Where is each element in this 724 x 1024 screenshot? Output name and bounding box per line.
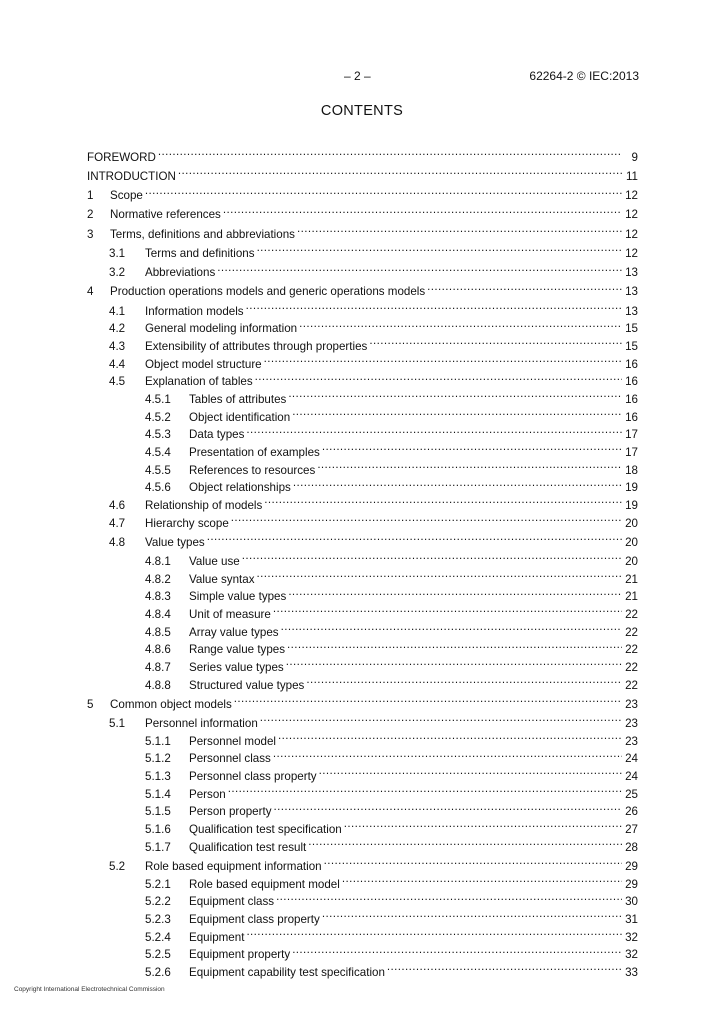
dot-leader bbox=[178, 162, 622, 180]
toc-entry-title: Normative references bbox=[110, 208, 221, 222]
dot-leader bbox=[308, 833, 622, 851]
toc-entry-number: 4.8.4 bbox=[145, 608, 171, 621]
toc-entry-title: Qualification test result bbox=[189, 840, 307, 854]
toc-entry-page: 24 bbox=[625, 752, 638, 766]
dot-leader bbox=[274, 798, 623, 816]
toc-entry-number: 4.8 bbox=[109, 535, 126, 549]
dot-leader bbox=[322, 905, 622, 923]
dot-leader bbox=[342, 870, 622, 888]
dot-leader bbox=[292, 941, 622, 959]
toc-entry-title: Tables of attributes bbox=[189, 392, 287, 406]
toc-entry-title: FOREWORD bbox=[87, 150, 156, 164]
dot-leader bbox=[387, 958, 622, 976]
toc-entry-title: Value syntax bbox=[189, 572, 255, 586]
toc-entry-title: Information models bbox=[145, 304, 244, 318]
toc-entry-page: 22 bbox=[625, 678, 638, 692]
toc-entry-page: 22 bbox=[625, 625, 638, 639]
toc-entry-number: 5.2 bbox=[109, 859, 126, 873]
toc-entry-number: 5.1.2 bbox=[145, 752, 171, 766]
toc-entry-title: Terms and definitions bbox=[145, 246, 255, 260]
toc-entry-number: 5.2.4 bbox=[145, 930, 171, 944]
toc-entry-page: 16 bbox=[625, 357, 638, 371]
dot-leader bbox=[344, 815, 622, 833]
toc-entry-page: 22 bbox=[625, 643, 638, 657]
toc-entry-page: 15 bbox=[625, 322, 638, 336]
toc-entry-title: Terms, definitions and abbreviations bbox=[110, 227, 295, 241]
dot-leader bbox=[319, 762, 622, 780]
table-of-contents bbox=[87, 143, 638, 979]
toc-entry-title: Equipment capability test specification bbox=[189, 965, 385, 979]
toc-entry-number: 4.8.2 bbox=[145, 572, 171, 586]
dot-leader bbox=[306, 671, 622, 689]
toc-entry-page: 30 bbox=[625, 895, 638, 909]
toc-entry-page: 29 bbox=[625, 859, 638, 873]
toc-entry-number: 5.1.7 bbox=[145, 840, 171, 854]
dot-leader bbox=[264, 350, 622, 368]
dot-leader bbox=[158, 143, 622, 161]
toc-entry-page: 18 bbox=[625, 463, 638, 477]
toc-entry-number: 5.1 bbox=[109, 717, 126, 731]
dot-leader bbox=[264, 491, 622, 509]
toc-entry-page: 17 bbox=[625, 445, 638, 459]
toc-entry-page: 29 bbox=[625, 877, 638, 891]
toc-entry-title: Abbreviations bbox=[145, 266, 216, 280]
toc-entry-title: Person property bbox=[189, 805, 272, 819]
toc-entry-page: 12 bbox=[625, 227, 638, 241]
toc-entry-page: 24 bbox=[625, 770, 638, 784]
dot-leader bbox=[257, 239, 622, 257]
toc-entry-page: 12 bbox=[625, 208, 638, 222]
toc-entry[interactable] bbox=[87, 182, 638, 203]
toc-entry-page: 27 bbox=[625, 823, 638, 837]
dot-leader bbox=[246, 297, 622, 315]
toc-entry-page: 22 bbox=[625, 608, 638, 621]
toc-entry-number: 5.1.5 bbox=[145, 805, 171, 819]
toc-entry-title: Explanation of tables bbox=[145, 375, 253, 389]
toc-entry-page: 26 bbox=[625, 805, 638, 819]
toc-entry-page: 20 bbox=[625, 555, 638, 569]
toc-entry-number: 4.5.4 bbox=[145, 445, 171, 459]
toc-entry[interactable] bbox=[87, 143, 638, 164]
toc-entry-page: 28 bbox=[625, 840, 638, 854]
toc-entry-number: 4.8.1 bbox=[145, 555, 171, 569]
toc-entry-title: Person bbox=[189, 787, 226, 801]
dot-leader bbox=[234, 690, 622, 708]
dot-leader bbox=[288, 385, 622, 403]
toc-entry-number: 5.2.3 bbox=[145, 912, 171, 926]
toc-entry-page: 21 bbox=[625, 590, 638, 604]
toc-entry-page: 13 bbox=[625, 285, 638, 299]
toc-entry-title: References to resources bbox=[189, 463, 316, 477]
toc-entry-page: 19 bbox=[625, 498, 638, 512]
dot-leader bbox=[317, 456, 622, 474]
dot-leader bbox=[369, 332, 622, 350]
dot-leader bbox=[297, 220, 622, 238]
dot-leader bbox=[292, 403, 622, 421]
toc-entry-page: 17 bbox=[625, 428, 638, 442]
toc-entry-title: Object identification bbox=[189, 410, 291, 424]
toc-entry-title: Production operations models and generic operations models bbox=[110, 285, 426, 299]
dot-leader bbox=[246, 421, 622, 439]
dot-leader bbox=[246, 923, 622, 941]
toc-entry-number: 3.1 bbox=[109, 246, 126, 260]
toc-entry-number: 5.2.1 bbox=[145, 877, 171, 891]
toc-entry-page: 32 bbox=[625, 948, 638, 962]
toc-entry-title: Personnel information bbox=[145, 717, 258, 731]
toc-entry-number: 2 bbox=[87, 208, 94, 222]
toc-entry-number: 5.1.4 bbox=[145, 787, 171, 801]
toc-entry-number: 4.5.1 bbox=[145, 392, 171, 406]
toc-entry-page: 33 bbox=[625, 965, 638, 979]
dot-leader bbox=[273, 600, 622, 618]
toc-entry-title: Unit of measure bbox=[189, 608, 271, 621]
toc-entry-title: Data types bbox=[189, 428, 245, 442]
toc-entry-page: 15 bbox=[625, 339, 638, 353]
toc-entry-page: 23 bbox=[625, 697, 638, 711]
toc-entry-number: 4.8.7 bbox=[145, 660, 171, 674]
dot-leader bbox=[324, 852, 622, 870]
toc-entry-page: 16 bbox=[625, 410, 638, 424]
toc-entry-page: 23 bbox=[625, 734, 638, 748]
toc-entry[interactable] bbox=[87, 162, 638, 183]
toc-entry-title: Value types bbox=[145, 535, 205, 549]
dot-leader bbox=[242, 547, 622, 565]
toc-entry-number: 1 bbox=[87, 189, 94, 203]
dot-leader bbox=[207, 528, 622, 546]
toc-entry-number: 5.1.6 bbox=[145, 823, 171, 837]
toc-entry-title: Scope bbox=[110, 189, 143, 203]
toc-entry-page: 16 bbox=[625, 392, 638, 406]
toc-entry-title: Object model structure bbox=[145, 357, 262, 371]
dot-leader bbox=[299, 315, 622, 333]
toc-entry-number: 5.2.6 bbox=[145, 965, 171, 979]
dot-leader bbox=[276, 888, 622, 906]
toc-entry-number: 5.1.3 bbox=[145, 770, 171, 784]
toc-entry-page: 19 bbox=[625, 481, 638, 495]
toc-entry-number: 4.2 bbox=[109, 322, 126, 336]
toc-entry-number: 4.5.6 bbox=[145, 481, 171, 495]
toc-entry-number: 5.2.5 bbox=[145, 948, 171, 962]
toc-entry-title: Role based equipment model bbox=[189, 877, 340, 891]
toc-entry-number: 4.4 bbox=[109, 357, 126, 371]
toc-entry-number: 4.5 bbox=[109, 375, 126, 389]
dot-leader bbox=[293, 474, 622, 492]
toc-entry-title: INTRODUCTION bbox=[87, 169, 176, 183]
toc-entry-number: 4.8.8 bbox=[145, 678, 171, 692]
toc-entry-title: Equipment bbox=[189, 930, 245, 944]
dot-leader bbox=[281, 618, 622, 636]
page-title: CONTENTS bbox=[320, 103, 404, 119]
toc-entry-page: 32 bbox=[625, 930, 638, 944]
toc-entry-page: 12 bbox=[625, 246, 638, 260]
dot-leader bbox=[255, 368, 622, 386]
toc-entry-title: Presentation of examples bbox=[189, 445, 320, 459]
dot-leader bbox=[228, 780, 622, 798]
toc-entry-title: Personnel class property bbox=[189, 770, 317, 784]
dot-leader bbox=[145, 182, 622, 200]
dot-leader bbox=[273, 745, 622, 763]
dot-leader bbox=[286, 653, 622, 671]
toc-entry-number: 3 bbox=[87, 227, 94, 241]
toc-entry-number: 4.8.5 bbox=[145, 625, 171, 639]
toc-entry-number: 5 bbox=[87, 697, 94, 711]
toc-entry-title: Series value types bbox=[189, 660, 284, 674]
toc-entry-page: 31 bbox=[625, 912, 638, 926]
toc-entry-number: 4.5.2 bbox=[145, 410, 171, 424]
dot-leader bbox=[231, 509, 622, 527]
toc-entry-page: 11 bbox=[625, 169, 638, 183]
toc-entry-number: 5.1.1 bbox=[145, 734, 171, 748]
toc-entry-page: 23 bbox=[625, 717, 638, 731]
toc-entry-title: Equipment class bbox=[189, 895, 275, 909]
toc-entry-page: 21 bbox=[625, 572, 638, 586]
toc-entry-title: Common object models bbox=[110, 697, 232, 711]
dot-leader bbox=[288, 583, 622, 601]
toc-entry-page: 13 bbox=[625, 304, 638, 318]
copyright-footer: Copyright International Electrotechnical Commission bbox=[14, 986, 165, 993]
toc-entry-title: Simple value types bbox=[189, 590, 287, 604]
toc-entry-title: Array value types bbox=[189, 625, 279, 639]
toc-entry-number: 4.8.3 bbox=[145, 590, 171, 604]
toc-entry-title: Hierarchy scope bbox=[145, 516, 229, 530]
dot-leader bbox=[287, 636, 622, 654]
toc-entry-number: 4.3 bbox=[109, 339, 126, 353]
toc-entry-page: 13 bbox=[625, 266, 638, 280]
toc-entry-title: Qualification test specification bbox=[189, 823, 342, 837]
toc-entry-title: Extensibility of attributes through properties bbox=[145, 339, 368, 353]
document-id: 62264-2 © IEC:2013 bbox=[529, 69, 639, 83]
toc-entry-number: 4.1 bbox=[109, 304, 126, 318]
dot-leader bbox=[427, 278, 622, 296]
toc-entry-page: 20 bbox=[625, 535, 638, 549]
toc-entry-number: 4.5.3 bbox=[145, 428, 171, 442]
toc-entry-page: 20 bbox=[625, 516, 638, 530]
toc-entry-page: 16 bbox=[625, 375, 638, 389]
toc-entry-title: Personnel model bbox=[189, 734, 277, 748]
toc-entry-title: Equipment class property bbox=[189, 912, 320, 926]
dot-leader bbox=[257, 565, 622, 583]
dot-leader bbox=[322, 438, 622, 456]
toc-entry-title: Object relationships bbox=[189, 481, 291, 495]
toc-entry-title: Role based equipment information bbox=[145, 859, 322, 873]
dot-leader bbox=[223, 201, 622, 219]
toc-entry-title: General modeling information bbox=[145, 322, 298, 336]
toc-entry-number: 3.2 bbox=[109, 266, 126, 280]
toc-entry-title: Structured value types bbox=[189, 678, 305, 692]
toc-entry-page: 9 bbox=[631, 150, 638, 164]
toc-entry-page: 12 bbox=[625, 189, 638, 203]
dot-leader bbox=[260, 709, 622, 727]
toc-entry-number: 4.8.6 bbox=[145, 643, 171, 657]
toc-entry-number: 4 bbox=[87, 285, 94, 299]
toc-entry-title: Value use bbox=[189, 555, 240, 569]
toc-entry-title: Personnel class bbox=[189, 752, 271, 766]
page-number: – 2 – bbox=[344, 69, 371, 83]
dot-leader bbox=[278, 727, 622, 745]
toc-entry-title: Range value types bbox=[189, 643, 286, 657]
toc-entry-number: 4.6 bbox=[109, 498, 126, 512]
toc-entry-title: Relationship of models bbox=[145, 498, 263, 512]
toc-entry-page: 25 bbox=[625, 787, 638, 801]
toc-entry-number: 4.5.5 bbox=[145, 463, 171, 477]
toc-entry[interactable] bbox=[87, 201, 638, 222]
dot-leader bbox=[217, 259, 622, 277]
toc-entry-number: 5.2.2 bbox=[145, 895, 171, 909]
toc-entry-page: 22 bbox=[625, 660, 638, 674]
toc-entry-title: Equipment property bbox=[189, 948, 291, 962]
toc-entry-number: 4.7 bbox=[109, 516, 126, 530]
